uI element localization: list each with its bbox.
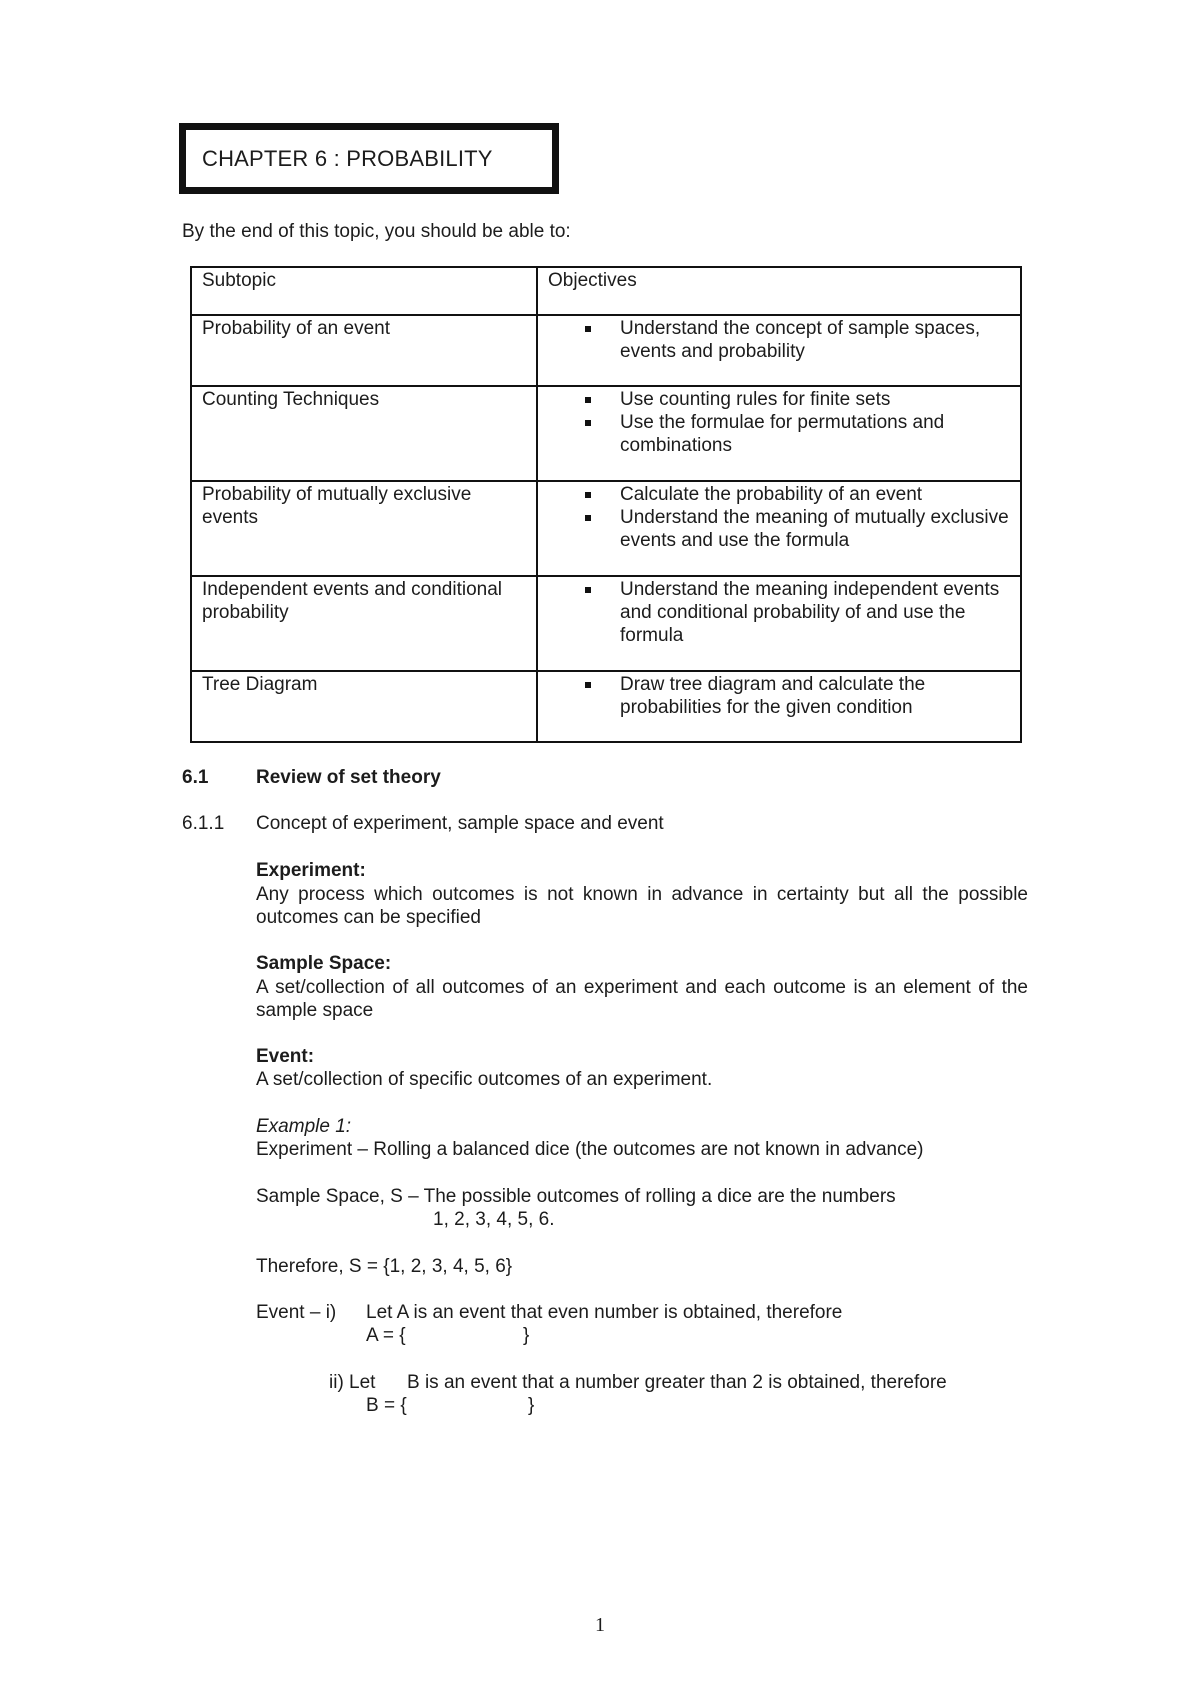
- subsection-number: 6.1.1: [182, 813, 225, 834]
- table-row: [191, 315, 1021, 386]
- table-row: [191, 671, 1021, 742]
- table-row: [191, 576, 1021, 671]
- square-bullet-icon: [585, 682, 591, 688]
- example-event-ii-text: B is an event that a number greater than 2 is obtained, therefore: [407, 1372, 947, 1393]
- square-bullet-icon: [585, 492, 591, 498]
- example-label: Example 1:: [256, 1116, 352, 1137]
- example-sample-space-line: Sample Space, S – The possible outcomes of rolling a dice are the numbers: [256, 1186, 896, 1207]
- event-definition: A set/collection of specific outcomes of an experiment.: [256, 1069, 713, 1090]
- subsection-title: Concept of experiment, sample space and event: [256, 813, 664, 834]
- objective-item: Calculate the probability of an event: [548, 483, 1010, 506]
- example-sample-space-values: 1, 2, 3, 4, 5, 6.: [433, 1209, 555, 1230]
- objectives-cell: [537, 671, 1021, 742]
- example-event-ii-set-close: }: [528, 1395, 535, 1416]
- subtopic-cell: Tree Diagram: [191, 671, 537, 742]
- subtopic-cell: Independent events and conditional probability: [191, 576, 537, 671]
- square-bullet-icon: [585, 420, 591, 426]
- example-event-i-text: Let A is an event that even number is obtained, therefore: [366, 1302, 843, 1323]
- chapter-title-box: [179, 123, 559, 194]
- objective-item: Draw tree diagram and calculate the probabilities for the given condition: [548, 673, 1010, 719]
- example-therefore-line: Therefore, S = {1, 2, 3, 4, 5, 6}: [256, 1256, 513, 1277]
- objective-item: Use the formulae for permutations and combinations: [548, 411, 1010, 457]
- event-label: Event:: [256, 1046, 315, 1067]
- objective-item: Use counting rules for finite sets: [548, 388, 1010, 411]
- experiment-label: Experiment:: [256, 860, 366, 881]
- experiment-definition: Any process which outcomes is not known in advance in certainty but all the possible outcomes can be specified: [256, 884, 1028, 928]
- intro-text: By the end of this topic, you should be able to:: [182, 221, 571, 242]
- header-objectives: Objectives: [537, 267, 1021, 315]
- table-row: [191, 481, 1021, 576]
- objective-item: Understand the meaning of mutually exclusive events and use the formula: [548, 506, 1010, 552]
- section-number: 6.1: [182, 767, 209, 788]
- page-number: 1: [595, 1614, 605, 1636]
- objectives-cell: [537, 315, 1021, 386]
- example-event-i-set-close: }: [523, 1325, 530, 1346]
- objective-item: Understand the meaning independent events and conditional probability of and use the formula: [548, 578, 1010, 647]
- table-header-row: [191, 267, 1021, 315]
- objectives-cell: [537, 386, 1021, 481]
- header-subtopic: Subtopic: [191, 267, 537, 315]
- square-bullet-icon: [585, 326, 591, 332]
- sample-space-label: Sample Space:: [256, 953, 392, 974]
- objectives-cell: [537, 576, 1021, 671]
- chapter-title: CHAPTER 6 : PROBABILITY: [202, 145, 493, 171]
- example-event-prefix: Event – i): [256, 1302, 337, 1323]
- section-title: Review of set theory: [256, 767, 441, 788]
- subtopic-cell: Probability of mutually exclusive events: [191, 481, 537, 576]
- example-event-i-set-open: A = {: [366, 1325, 406, 1346]
- example-experiment-line: Experiment – Rolling a balanced dice (the outcomes are not known in advance): [256, 1139, 924, 1160]
- square-bullet-icon: [585, 397, 591, 403]
- objective-item: Understand the concept of sample spaces, events and probability: [548, 317, 1010, 363]
- example-event-ii-prefix: ii) Let: [329, 1372, 376, 1393]
- subtopic-cell: Counting Techniques: [191, 386, 537, 481]
- square-bullet-icon: [585, 515, 591, 521]
- example-event-ii-set-open: B = {: [366, 1395, 407, 1416]
- square-bullet-icon: [585, 587, 591, 593]
- table-row: [191, 386, 1021, 481]
- sample-space-definition: A set/collection of all outcomes of an experiment and each outcome is an element of the sample space: [256, 977, 1028, 1021]
- objectives-table: [190, 266, 1022, 743]
- objectives-cell: [537, 481, 1021, 576]
- subtopic-cell: Probability of an event: [191, 315, 537, 386]
